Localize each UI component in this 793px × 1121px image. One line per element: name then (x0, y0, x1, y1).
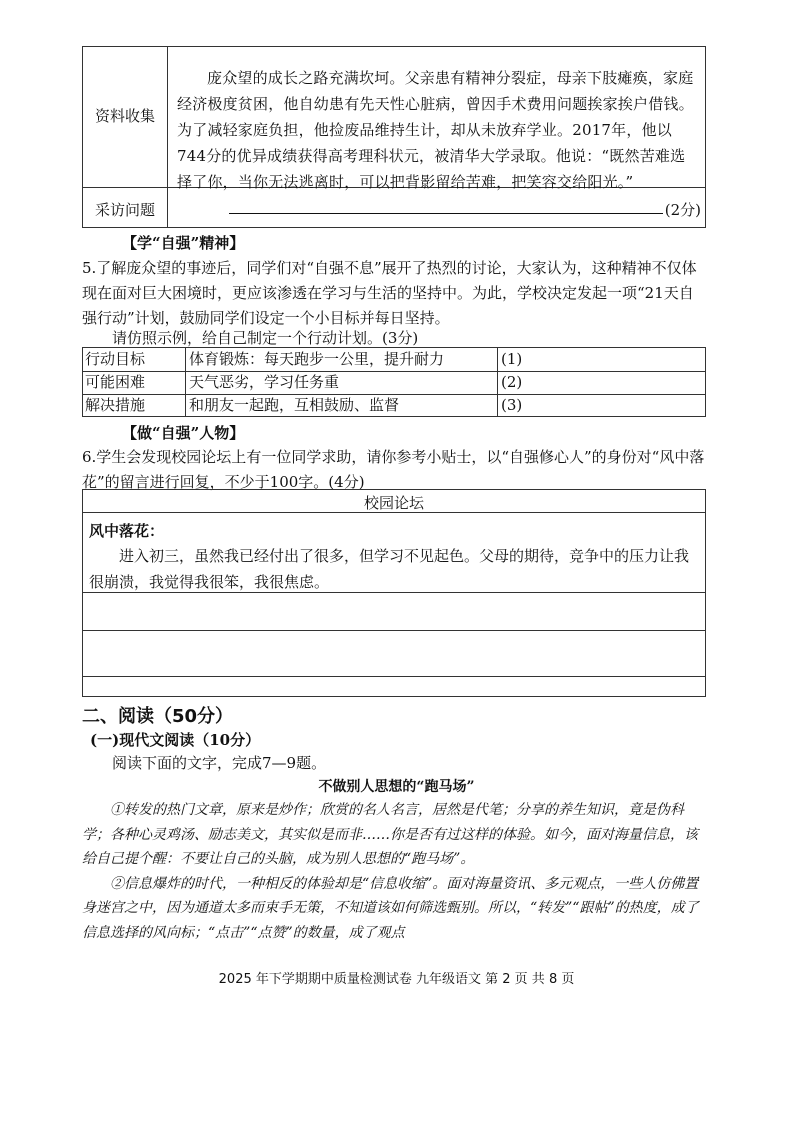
question-6-text: 6.学生会发现校园论坛上有一位同学求助，请你参考小贴士，以“自强修心人”的身份对“风中落花”的留言进行回复，不少于100字。(4分) (82, 448, 705, 491)
page-footer: 2025 年下学期期中质量检测试卷 九年级语文 第 2 页 共 8 页 (218, 972, 575, 987)
plan-example: 和朋友一起跑，互相鼓励、监督 (189, 396, 400, 414)
subsection-heading: (一)现代文阅读（10分） (90, 731, 261, 749)
table-divider (185, 348, 186, 416)
interview-label: 采访问题 (94, 201, 155, 219)
reading-instruction: 阅读下面的文字，完成7—9题。 (112, 754, 327, 772)
forum-title: 校园论坛 (363, 494, 424, 512)
plan-label: 可能困难 (85, 373, 146, 391)
material-text: 庞众望的成长之路充满坎坷。父亲患有精神分裂症，母亲下肢瘫痪，家庭经济极度贫困，他自幼患有先天性心脏病，曾因手术费用问题挨家挨户借钱。为了减轻家庭负担，他捡废品维持生计，却从未放弃学业。2017年，他以744分的优异成绩获得高考理科状元，被清华大学录取。他说：“既然苦难选择了你，当你无法逃离时，可以把背影留给苦难，把笑容交给阳光。” (177, 69, 694, 191)
section-heading-learn: 【学“自强”精神】 (122, 234, 245, 252)
article-body (82, 798, 706, 945)
forum-message: 进入初三，虽然我已经付出了很多，但学习不见起色。父母的期待，竞争中的压力让我很崩溃，我觉得我很笨，我很焦虑。 (89, 547, 690, 591)
material-table (82, 46, 706, 228)
plan-blank[interactable]: (2) (501, 373, 523, 391)
table-divider (83, 371, 705, 372)
plan-example: 体育锻炼：每天跑步一公里，提升耐力 (189, 350, 445, 368)
section-heading-do: 【做“自强”人物】 (122, 424, 245, 442)
material-label: 资料收集 (94, 107, 155, 125)
article-paragraph: ①转发的热门文章，原来是炒作；欣赏的名人名言，居然是代笔；分享的养生知识，竟是伪科学；各种心灵鸡汤、励志美文，其实似是而非……你是否有过这样的体验。如今，面对海量信息，该给自己提个醒：不要让自己的头脑，成为别人思想的“跑马场”。 (82, 802, 698, 867)
plan-table (82, 347, 706, 417)
interview-score: (2分) (664, 201, 701, 219)
question-5-text: 5.了解庞众望的事迹后，同学们对“自强不息”展开了热烈的讨论，大家认为，这种精神不仅体现在面对巨大困境时，更应该渗透在学习与生活的坚持中。为此，学校决定发起一项“21天自强行动”计划，鼓励同学们设定一个小目标并每日坚持。 (82, 259, 697, 327)
plan-label: 解决措施 (85, 396, 146, 414)
plan-label: 行动目标 (85, 350, 146, 368)
reply-area[interactable] (83, 593, 705, 630)
table-divider (83, 676, 705, 677)
forum-poster-name: 风中落花： (89, 522, 165, 540)
reply-area[interactable] (83, 631, 705, 676)
table-divider (83, 512, 705, 513)
article-title: 不做别人思想的“跑马场” (318, 779, 475, 795)
answer-line[interactable] (229, 213, 663, 214)
plan-blank[interactable]: (1) (501, 350, 523, 368)
table-divider (167, 47, 168, 227)
question-5-instruction: 请仿照示例，给自己制定一个行动计划。(3分) (112, 329, 419, 347)
plan-example: 天气恶劣，学习任务重 (189, 373, 340, 391)
section-2-heading: 二、阅读（50分） (82, 706, 234, 727)
forum-table (82, 489, 706, 697)
table-divider (497, 348, 498, 416)
plan-blank[interactable]: (3) (501, 396, 523, 414)
article-paragraph: ②信息爆炸的时代，一种相反的体验却是“信息收缩”。面对海量资讯、多元观点，一些人仿佛置身迷宫之中，因为通道太多而束手无策，不知道该如何筛选甄别。所以，“转发”“跟帖”的热度，成了信息选择的风向标；“点击”“点赞”的数量，成了观点 (82, 875, 699, 941)
